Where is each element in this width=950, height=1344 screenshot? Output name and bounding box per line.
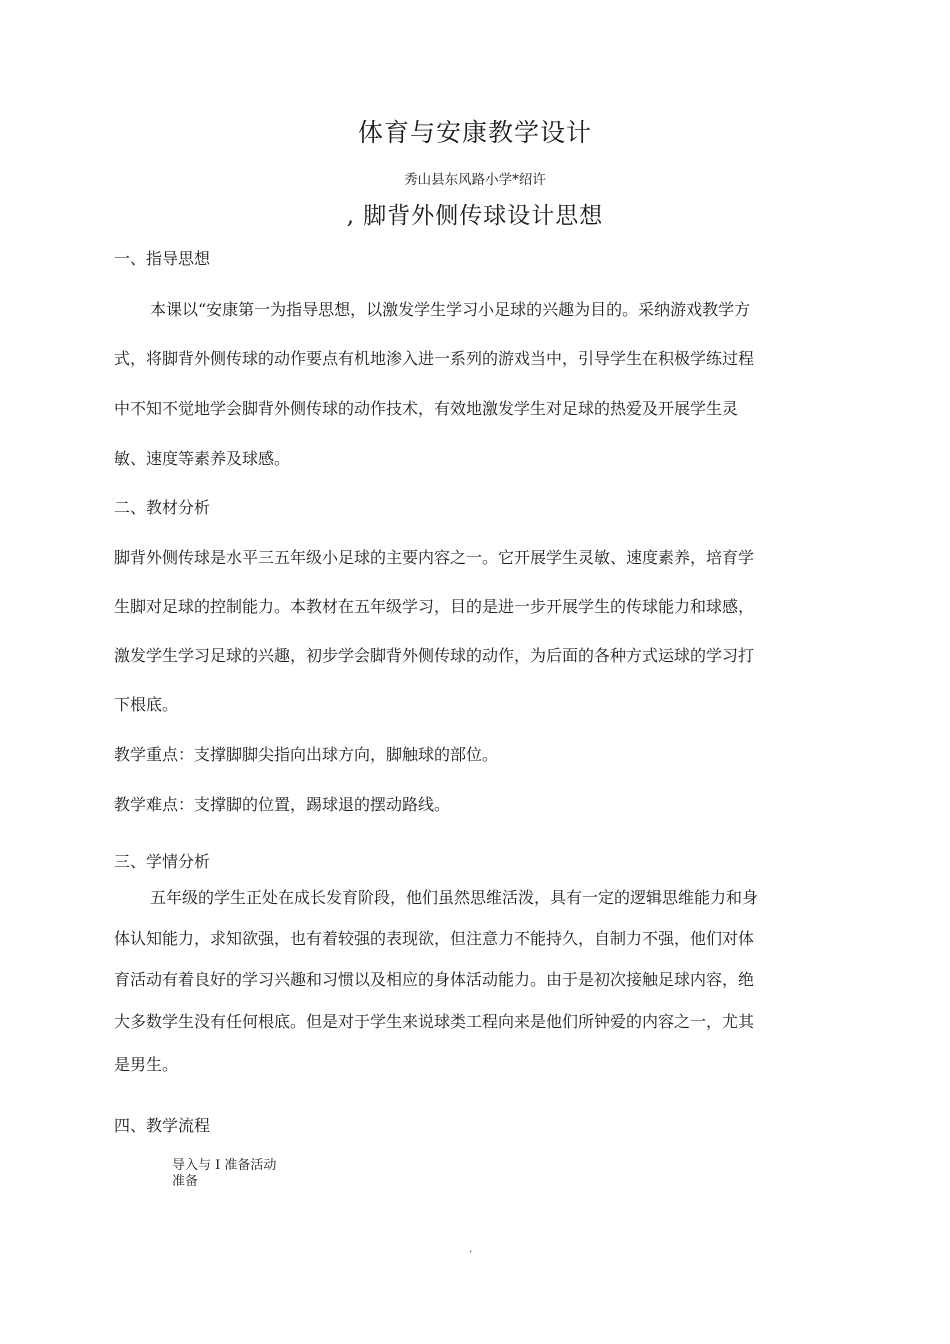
paragraph-line: 五年级的学生正处在成长发育阶段，他们虽然思维活泼，具有一定的逻辑思维能力和身 bbox=[150, 888, 759, 907]
paragraph-line: 式，将脚背外侧传球的动作要点有机地渗入进一系列的游戏当中，引导学生在积极学练过程 bbox=[114, 349, 755, 368]
footer-mark: . bbox=[469, 1244, 473, 1255]
paragraph-line: 脚背外侧传球是水平三五年级小足球的主要内容之一。它开展学生灵敏、速度素养，培育学 bbox=[114, 548, 755, 567]
teaching-difficulty: 教学难点：支撑脚的位置，踢球退的摆动路线。 bbox=[114, 795, 451, 814]
paragraph-line: 激发学生学习足球的兴趣，初步学会脚背外侧传球的动作，为后面的各种方式运球的学习打 bbox=[114, 646, 755, 665]
section-heading-guiding-ideology: 一、指导思想 bbox=[114, 249, 211, 268]
paragraph-line: 中不知不觉地学会脚背外侧传球的动作技术，有效地激发学生对足球的热爱及开展学生灵 bbox=[114, 399, 739, 418]
section-heading-material-analysis: 二、教材分析 bbox=[114, 498, 211, 517]
paragraph-line: 大多数学生没有任何根底。但是对于学生来说球类工程向来是他们所钟爱的内容之一，尤其 bbox=[114, 1012, 755, 1031]
paragraph-line: 本课以“安康第一为指导思想，以激发学生学习小足球的兴趣为目的。采纳游戏教学方 bbox=[150, 300, 751, 319]
paragraph-line: 育活动有着良好的学习兴趣和习惯以及相应的身体活动能力。由于是初次接触足球内容，绝 bbox=[114, 970, 755, 989]
document-title: 体育与安康教学设计 bbox=[357, 118, 592, 147]
paragraph-line: 体认知能力，求知欲强，也有着较强的表现欲，但注意力不能持久，自制力不强，他们对体 bbox=[114, 929, 755, 948]
document-subtitle: , 脚背外侧传球设计思想 bbox=[346, 203, 604, 229]
paragraph-line: 下根底。 bbox=[114, 695, 179, 714]
teaching-focus: 教学重点：支撑脚脚尖指向出球方向，脚触球的部位。 bbox=[114, 745, 499, 764]
paragraph-line: 敏、速度等素养及球感。 bbox=[114, 449, 291, 468]
paragraph-line: 是男生。 bbox=[114, 1055, 179, 1074]
flow-item: 导入与 I 准备活动 bbox=[172, 1158, 277, 1173]
paragraph-line: 生脚对足球的控制能力。本教材在五年级学习，目的是进一步开展学生的传球能力和球感， bbox=[114, 597, 755, 616]
section-heading-teaching-process: 四、教学流程 bbox=[114, 1116, 211, 1135]
author-line: 秀山县东风路小学*绍许 bbox=[404, 172, 546, 188]
section-heading-student-analysis: 三、学情分析 bbox=[114, 852, 211, 871]
flow-item: 准备 bbox=[172, 1174, 199, 1189]
